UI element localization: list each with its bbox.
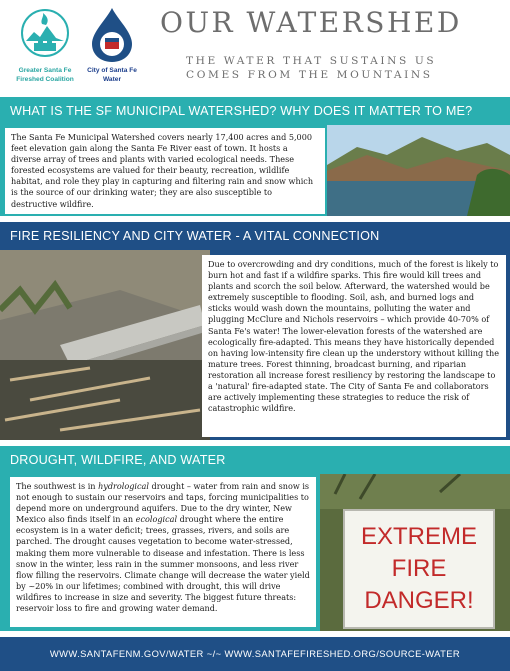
page-header <box>0 0 510 97</box>
reservoir-photo <box>327 125 510 216</box>
section3-heading: DROUGHT, WILDFIRE, AND WATER <box>0 446 510 474</box>
footer-links[interactable]: WWW.SANTAFENM.GOV/WATER ~/~ WWW.SANTAFEFIRESHED.ORG/SOURCE-WATER <box>0 637 510 671</box>
section2-heading: FIRE RESILIENCY AND CITY WATER - A VITAL CONNECTION <box>0 222 510 250</box>
water-drop-emblem-icon <box>88 6 136 64</box>
flood-debris-photo <box>0 250 210 440</box>
title-block <box>146 0 510 97</box>
reservoir-image <box>327 125 510 216</box>
city-santa-fe-water-logo <box>84 6 140 94</box>
section3-band <box>0 474 510 631</box>
page-title: OUR WATERSHED <box>160 6 462 39</box>
city-water-caption: City of Santa Fe Water <box>87 67 137 83</box>
fireshed-coalition-emblem-icon <box>20 8 70 58</box>
section3-body: The southwest is in hydrological drought – water from rain and snow is not enough to sustain our reservoirs and taps, forcing municipalities to depend more on underground aquifers. Due to the dry winter, New Mexico also finds itself in an ecological drought where the entire ecosystem is in a water deficit; trees, grasses, rivers, and soils are parched. The drought causes vegetation to become water-stressed, making them more vulnerable to disease and infestation. There is less snow in the winter, less rain in the summer monsoons, and less river flow filling the reservoirs. Climate change will decrease the water yield by ~20% in our lifetimes; combined with drought, this will drive wildfires to increase in size and severity. The biggest future threats: reservoir loss to fire and growing water demand. <box>10 477 316 627</box>
page-subtitle: THE WATER THAT SUSTAINS US COMES FROM THE MOUNTAINS <box>186 55 437 81</box>
fire-danger-sign-image <box>320 474 510 631</box>
flood-debris-image <box>0 250 210 440</box>
fire-danger-sign-photo <box>320 474 510 631</box>
section2-band <box>0 250 510 440</box>
section1-heading: WHAT IS THE SF MUNICIPAL WATERSHED? WHY DOES IT MATTER TO ME? <box>0 97 510 125</box>
section2-body: Due to overcrowding and dry conditions, much of the forest is likely to burn hot and fast if a wildfire sparks. This fire would kill trees and plants and scorch the soil below. Afterward, the watershed would be extremely susceptible to flooding. Soil, ash, and burned logs and sticks would wash down the mountains, polluting the water and plugging McClure and Nichols reservoirs – which provide 40-70% of Santa Fe's water! The lower-elevation forests of the watershed are ecologically fire-adapted. This means they have historically depended on having low-intensity fire clean up the understory without killing the mature trees. Forest thinning, broadcast burning, and riparian restoration all increase forest resiliency by restoring the landscape to a 'natural' fire-adapted state. The City of Santa Fe and collaborators are actively implementing these strategies to reduce the risk of catastrophic wildfire. <box>202 255 506 437</box>
sign-line2: FIRE <box>391 555 447 582</box>
section1-band <box>0 125 510 216</box>
fireshed-coalition-caption: Greater Santa Fe Fireshed Coalition <box>16 67 74 83</box>
sign-line3: DANGER! <box>364 587 474 614</box>
sign-line1: EXTREME <box>360 523 478 550</box>
fireshed-coalition-logo <box>8 6 82 94</box>
section1-body: The Santa Fe Municipal Watershed covers nearly 17,400 acres and 5,000 feet elevation gain along the Santa Fe River east of town. It hosts a diverse array of trees and plants with varied ecological needs. These forested ecosystems are valued for their beauty, recreation, wildlife habitat, and role they play in capturing and filtering rain and snow which is the source of our drinking water; they are also susceptible to destructive wildfire. <box>5 128 325 214</box>
